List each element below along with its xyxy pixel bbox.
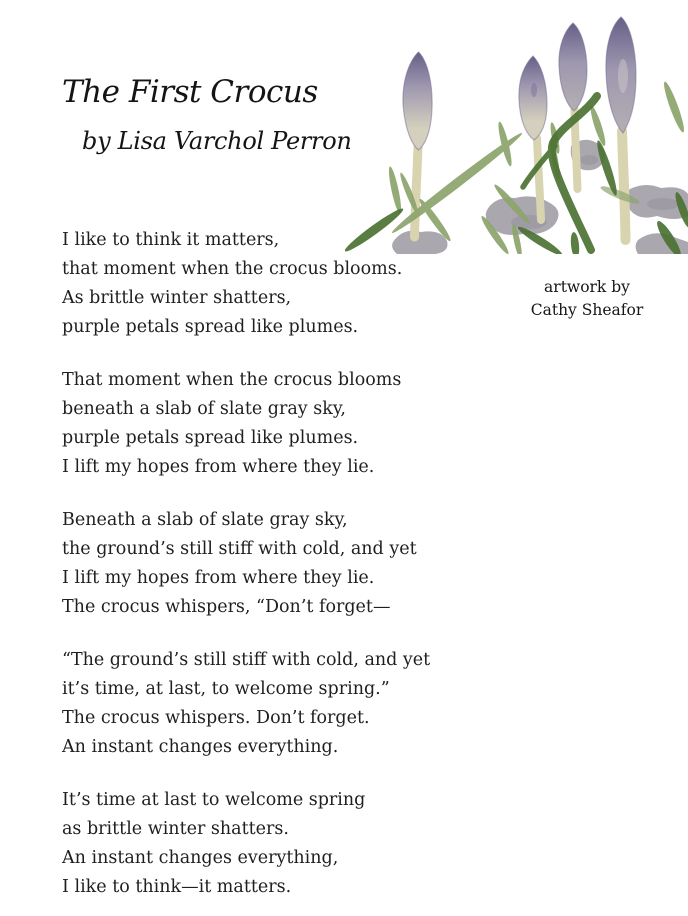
poem-byline: by Lisa Varchol Perron xyxy=(82,127,352,155)
poem-title: The First Crocus xyxy=(62,74,318,110)
bud-highlight xyxy=(618,59,628,93)
crocus-stem xyxy=(622,131,626,240)
poem-line: An instant changes everything, xyxy=(62,848,339,868)
poem-body xyxy=(62,226,482,916)
stanza-1 xyxy=(62,226,482,342)
leaf xyxy=(661,80,687,133)
poem-line: “The ground’s still stiff with cold, and yet xyxy=(62,650,431,670)
stanza-2 xyxy=(62,366,482,482)
crocus-bud xyxy=(519,56,547,140)
bud-shade xyxy=(531,83,537,97)
crocus-stem xyxy=(415,147,419,237)
crocus-bud xyxy=(559,23,587,111)
crocus-stem xyxy=(537,138,541,220)
poem-line: the ground’s still stiff with cold, and yet xyxy=(62,539,417,559)
stanza-4 xyxy=(62,646,482,762)
poem-line: that moment when the crocus blooms. xyxy=(62,259,403,279)
poem-line: As brittle winter shatters, xyxy=(62,288,292,308)
poem-line: That moment when the crocus blooms xyxy=(62,370,402,390)
poem-line: An instant changes everything. xyxy=(62,737,339,757)
poem-line: The crocus whispers. Don’t forget. xyxy=(62,708,370,728)
leaf xyxy=(570,232,581,254)
poem-line: as brittle winter shatters. xyxy=(62,819,289,839)
poem-line: I like to think—it matters. xyxy=(62,877,292,897)
crocus-artwork xyxy=(345,14,688,254)
stanza-3 xyxy=(62,506,482,622)
stone-shadow xyxy=(580,155,598,165)
stanza-5 xyxy=(62,786,482,902)
poem-line: it’s time, at last, to welcome spring.” xyxy=(62,679,390,699)
poem-line: I like to think it matters, xyxy=(62,230,280,250)
crocus-bud xyxy=(403,52,432,150)
poem-line: purple petals spread like plumes. xyxy=(62,428,359,448)
artwork-credit-line: artwork by xyxy=(544,278,630,296)
poem-line: I lift my hopes from where they lie. xyxy=(62,568,375,588)
poem-line: beneath a slab of slate gray sky, xyxy=(62,399,346,419)
artwork-credit xyxy=(492,276,682,322)
poem-line: purple petals spread like plumes. xyxy=(62,317,359,337)
artwork-credit-name: Cathy Sheafor xyxy=(530,301,644,319)
poem-line: Beneath a slab of slate gray sky, xyxy=(62,510,348,530)
poem-line: The crocus whispers, “Don’t forget— xyxy=(62,597,391,617)
poem-line: I lift my hopes from where they lie. xyxy=(62,457,375,477)
stone-shadow xyxy=(647,198,679,210)
poem-line: It’s time at last to welcome spring xyxy=(62,790,366,810)
